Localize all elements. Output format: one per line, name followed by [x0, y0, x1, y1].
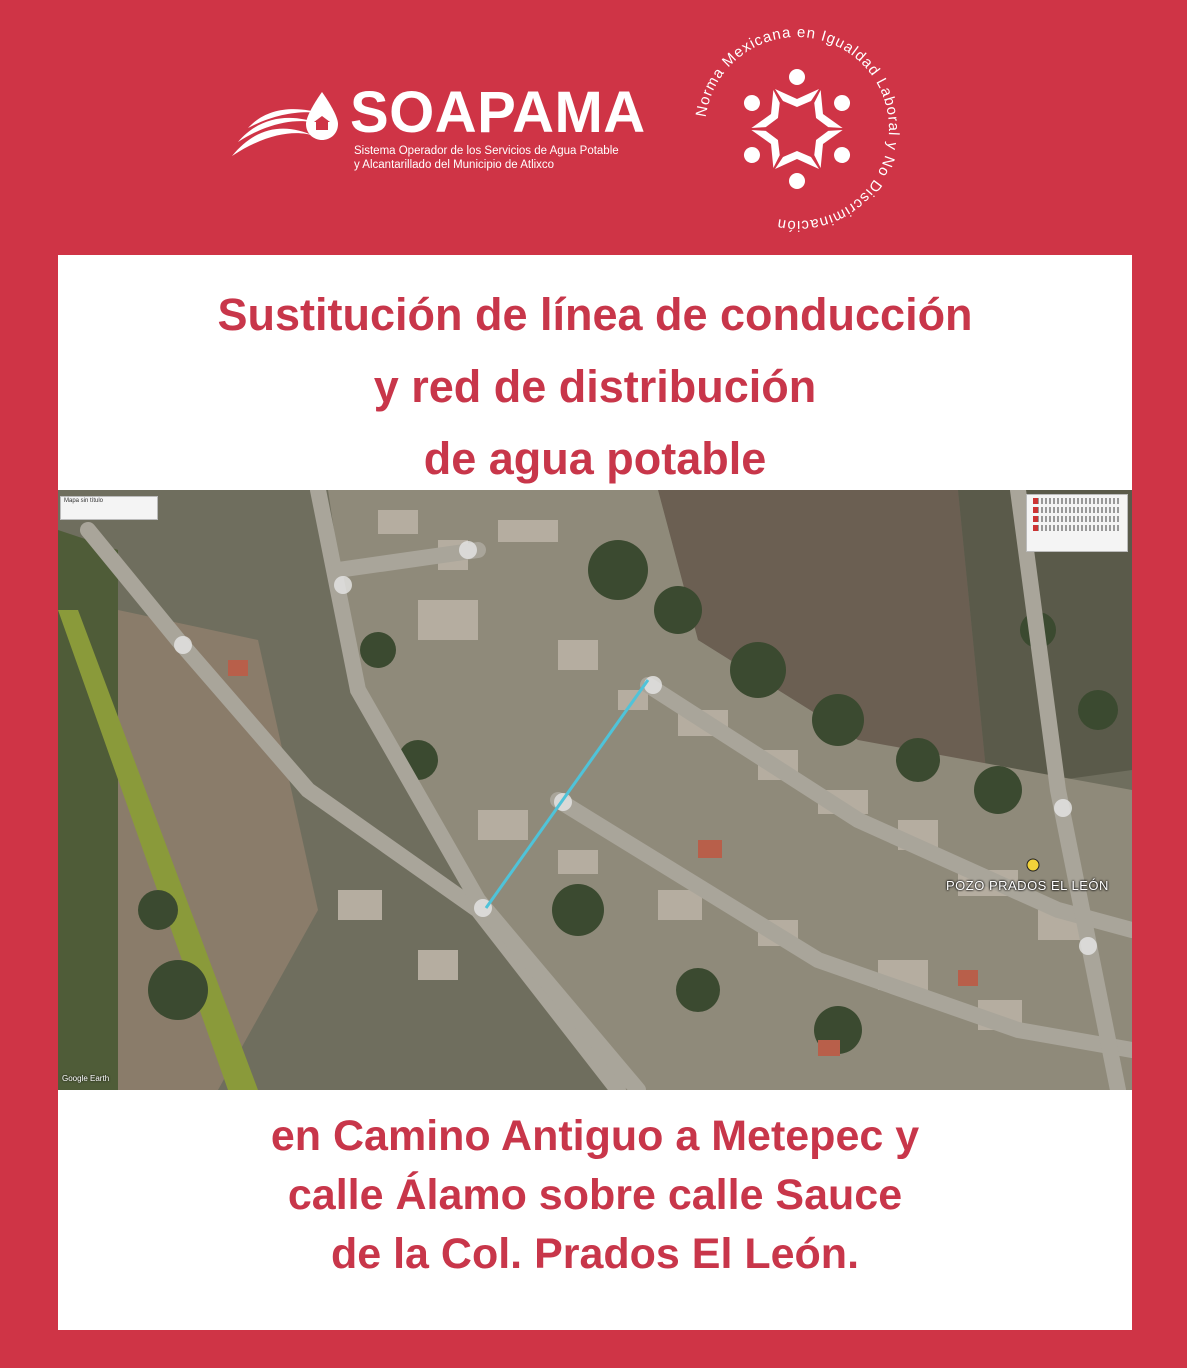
equality-norm-seal: [690, 22, 904, 236]
map-legend: [1026, 494, 1128, 552]
soapama-logo: [228, 78, 668, 178]
brand-subtitle-line2: y Alcantarillado del Municipio de Atlixco: [354, 159, 555, 171]
title-line-1: Sustitución de línea de conducción: [217, 289, 973, 340]
title-line-2: y red de distribución: [373, 361, 817, 412]
brand-subtitle: [354, 144, 684, 172]
location-line-2: calle Álamo sobre calle Sauce: [287, 1171, 903, 1219]
brand-name: SOAPAMA: [350, 80, 646, 145]
legend-row: [1033, 507, 1121, 513]
legend-row: [1033, 498, 1121, 504]
project-location: [58, 1107, 1132, 1284]
satellite-map-image: [58, 490, 1132, 1090]
info-card: [58, 255, 1132, 1330]
legend-row: [1033, 516, 1121, 522]
well-marker-icon: [1027, 859, 1039, 871]
equality-seal-icon: [690, 22, 904, 236]
project-title: [58, 279, 1132, 495]
map-title-panel: Mapa sin título: [60, 496, 158, 520]
brand-subtitle-line1: Sistema Operador de los Servicios de Agua Potable: [354, 145, 619, 157]
title-line-3: de agua potable: [423, 433, 767, 484]
legend-row: [1033, 525, 1121, 531]
header: [0, 0, 1187, 250]
location-line-3: de la Col. Prados El León.: [330, 1230, 860, 1278]
svg-text:Norma Mexicana en Igualdad Lab: [693, 24, 902, 234]
map-credit: Google Earth: [62, 1074, 110, 1083]
satellite-map: [58, 490, 1132, 1090]
well-label: POZO PRADOS EL LEÓN: [946, 878, 1109, 893]
location-line-1: en Camino Antiguo a Metepec y: [270, 1112, 920, 1160]
water-waves-icon: [228, 84, 348, 164]
seal-text: Norma Mexicana en Igualdad Laboral y No Discriminación: [692, 23, 903, 235]
